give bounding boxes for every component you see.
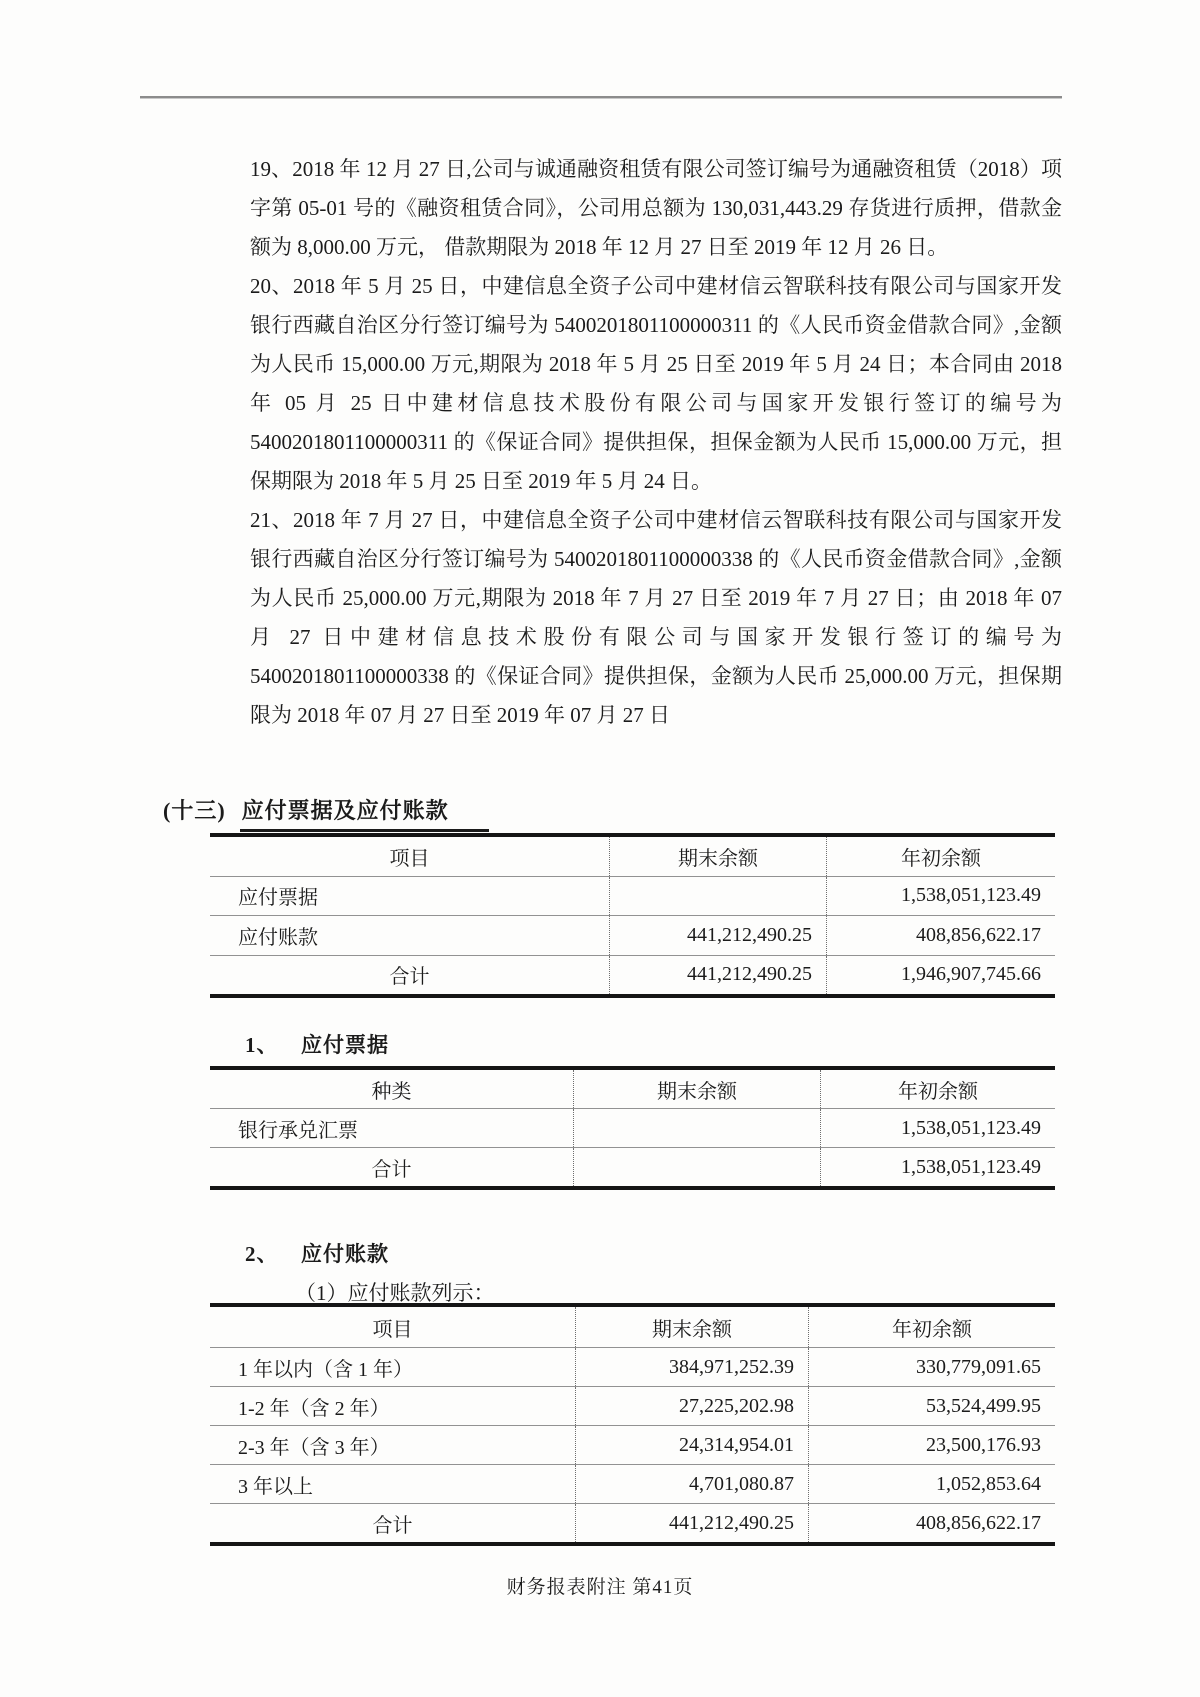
footer-page-label: 财务报表附注 第41页 bbox=[506, 1577, 694, 1598]
table-row bbox=[210, 877, 1055, 917]
col-header-item: 项目 bbox=[389, 847, 430, 870]
ending-balance-cell: 27,225,202.98 bbox=[575, 1387, 808, 1425]
total-label-cell: 合计 bbox=[389, 966, 430, 989]
subsection-1-title: 应付票据 bbox=[301, 1033, 389, 1057]
header-rule bbox=[140, 96, 1062, 99]
subsection-2-number: 2、 bbox=[245, 1242, 279, 1266]
accounts-table-header-row bbox=[210, 1307, 1055, 1348]
paragraph-20: 20、2018 年 5 月 25 日，中建信息全资子公司中建材信云智联科技有限公司与国家开发银行西藏自治区分行签订编号为 5400201801100000311 的《人民币资金借款合同》,金额为人民币 15,000.00 万元,期限为 2018 年 5 月 25 日至 2019 年 5 月 24 日；本合同由 2018 年 05 月 25 日中建材信息技术股份有限公司与国家开发银行签订的编号为 5400201801100000311 的《保证合同》提供担保，担保金额为人民币 15,000.00 万元，担保期限为 2018 年 5 月 25 日至 2019 年 5 月 24 日。 bbox=[250, 274, 1062, 493]
ending-balance-cell bbox=[609, 877, 826, 916]
table-row bbox=[210, 916, 1055, 956]
item-cell: 银行承兑汇票 bbox=[238, 1119, 358, 1142]
paragraph-19: 19、2018 年 12 月 27 日,公司与诚通融资租赁有限公司签订编号为通融资租赁（2018）项字第 05-01 号的《融资租赁合同》，公司用总额为 130,031,443.29 存货进行质押，借款金额为 8,000.00 万元， 借款期限为 2018 年 12 月 27 日至 2019 年 12 月 26 日。 bbox=[250, 157, 1062, 259]
subsection-1-number: 1、 bbox=[245, 1033, 279, 1057]
table-row bbox=[210, 1387, 1055, 1426]
ending-balance-cell: 441,212,490.25 bbox=[609, 956, 826, 995]
item-cell: 1 年以内（含 1 年） bbox=[238, 1358, 413, 1381]
item-cell: 应付账款 bbox=[238, 926, 318, 949]
beginning-balance-cell: 1,946,907,745.66 bbox=[826, 956, 1055, 995]
col-header-beginning-balance: 年初余额 bbox=[808, 1307, 1055, 1347]
col-header-beginning-balance: 年初余额 bbox=[826, 837, 1055, 876]
accounts-payable-list-label: （1）应付账款列示： bbox=[295, 1281, 495, 1305]
notes-table-header-row bbox=[210, 1070, 1055, 1109]
col-header-item: 项目 bbox=[372, 1318, 413, 1341]
col-header-type: 种类 bbox=[371, 1080, 412, 1103]
col-header-beginning-balance: 年初余额 bbox=[820, 1070, 1055, 1108]
subsection-2-title: 应付账款 bbox=[301, 1242, 389, 1266]
col-header-ending-balance: 期末余额 bbox=[573, 1070, 820, 1108]
ending-balance-cell bbox=[573, 1109, 820, 1147]
paragraph-21: 21、2018 年 7 月 27 日，中建信息全资子公司中建材信云智联科技有限公司与国家开发银行西藏自治区分行签订编号为 5400201801100000338 的《人民币资金借款合同》,金额为人民币 25,000.00 万元,期限为 2018 年 7 月 27 日至 2019 年 7 月 27 日；由 2018 年 07 月 27 日中建材信息技术股份有限公司与国家开发银行签订的编号为 5400201801100000338 的《保证合同》提供担保，金额为人民币 25,000.00 万元，担保期限为 2018 年 07 月 27 日至 2019 年 07 月 27 日 bbox=[250, 508, 1062, 727]
table-row bbox=[210, 1348, 1055, 1387]
item-cell: 2-3 年（含 3 年） bbox=[238, 1436, 390, 1459]
table-total-row bbox=[210, 1148, 1055, 1186]
summary-table bbox=[210, 833, 1055, 998]
ending-balance-cell: 384,971,252.39 bbox=[575, 1348, 808, 1386]
beginning-balance-cell: 408,856,622.17 bbox=[826, 916, 1055, 955]
beginning-balance-cell: 23,500,176.93 bbox=[808, 1426, 1055, 1464]
ending-balance-cell: 441,212,490.25 bbox=[609, 916, 826, 955]
body-paragraphs bbox=[250, 150, 1062, 735]
total-label-cell: 合计 bbox=[372, 1514, 413, 1537]
ending-balance-cell: 441,212,490.25 bbox=[575, 1504, 808, 1542]
item-cell: 应付票据 bbox=[238, 887, 318, 910]
beginning-balance-cell: 53,524,499.95 bbox=[808, 1387, 1055, 1425]
summary-table-header-row bbox=[210, 837, 1055, 877]
table-row bbox=[210, 1426, 1055, 1465]
beginning-balance-cell: 1,538,051,123.49 bbox=[826, 877, 1055, 916]
beginning-balance-cell: 1,538,051,123.49 bbox=[820, 1148, 1055, 1186]
section-13-number: (十三) bbox=[163, 798, 226, 823]
notes-payable-table bbox=[210, 1066, 1055, 1190]
table-row bbox=[210, 1465, 1055, 1504]
beginning-balance-cell: 1,052,853.64 bbox=[808, 1465, 1055, 1503]
col-header-ending-balance: 期末余额 bbox=[609, 837, 826, 876]
item-cell: 1-2 年（含 2 年） bbox=[238, 1397, 390, 1420]
ending-balance-cell: 24,314,954.01 bbox=[575, 1426, 808, 1464]
beginning-balance-cell: 1,538,051,123.49 bbox=[820, 1109, 1055, 1147]
ending-balance-cell: 4,701,080.87 bbox=[575, 1465, 808, 1503]
section-13-title: 应付票据及应付账款 bbox=[240, 794, 489, 832]
beginning-balance-cell: 330,779,091.65 bbox=[808, 1348, 1055, 1386]
table-row bbox=[210, 1109, 1055, 1148]
table-total-row bbox=[210, 956, 1055, 995]
total-label-cell: 合计 bbox=[371, 1158, 412, 1181]
section-13-heading bbox=[163, 794, 489, 832]
item-cell: 3 年以上 bbox=[238, 1475, 313, 1498]
table-total-row bbox=[210, 1504, 1055, 1542]
col-header-ending-balance: 期末余额 bbox=[575, 1307, 808, 1347]
accounts-payable-table bbox=[210, 1303, 1055, 1546]
ending-balance-cell bbox=[573, 1148, 820, 1186]
beginning-balance-cell: 408,856,622.17 bbox=[808, 1504, 1055, 1542]
subsection-2-heading bbox=[245, 1238, 389, 1268]
subsection-1-heading bbox=[245, 1029, 389, 1059]
